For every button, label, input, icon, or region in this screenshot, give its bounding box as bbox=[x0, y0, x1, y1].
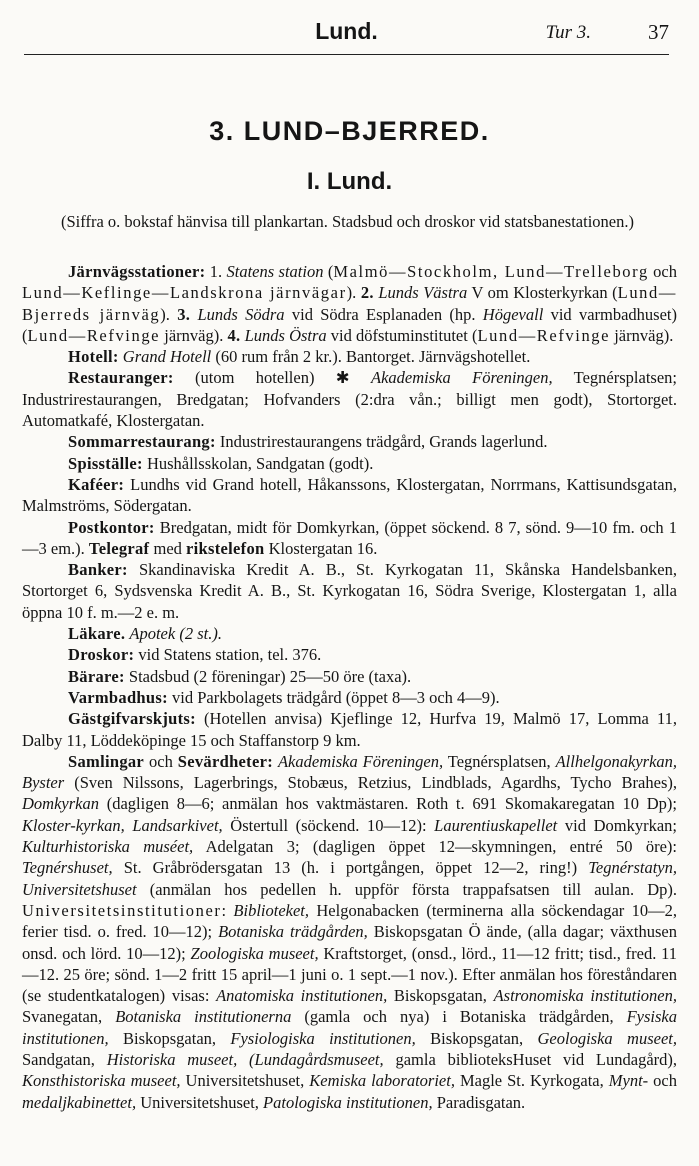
text: Helgonabacken (terminerna alla söckendagar 10—2, ferier tisd. o. fred. 10—12); bbox=[22, 900, 677, 942]
place-name: Fysiologiska institutionen, bbox=[230, 1028, 416, 1048]
label-porters: Bärare: bbox=[68, 666, 125, 686]
paragraph-coaching bbox=[22, 708, 677, 751]
label-coaching: Gästgifvarskjuts: bbox=[68, 709, 196, 729]
label-doctors: Läkare. bbox=[68, 624, 126, 644]
section-title: 3. LUND–BJERRED. bbox=[209, 116, 490, 146]
label-eating-place: Spisställe: bbox=[68, 453, 143, 473]
paragraph-banks bbox=[22, 559, 677, 623]
text: (anmälan hos pedellen h. uppför första trappafsatsen till aulan. Dp). bbox=[136, 879, 677, 899]
paragraph-hotels bbox=[22, 346, 677, 367]
place-name: Grand Hotell bbox=[122, 347, 212, 367]
text: vid Domkyrkan; bbox=[557, 815, 677, 835]
label-summer-restaurant: Sommarrestaurang: bbox=[68, 432, 216, 452]
paragraph-warm-bath bbox=[22, 687, 677, 708]
text: och bbox=[648, 262, 678, 281]
text: Hushållsskolan, Sandgatan (godt). bbox=[142, 453, 374, 473]
text: (utom hotellen) ✱ bbox=[173, 368, 372, 388]
paragraph-doctors bbox=[22, 623, 677, 644]
running-head bbox=[24, 14, 669, 55]
label-collections: Samlingar bbox=[68, 751, 145, 771]
place-name: Botaniska institutionerna bbox=[115, 1007, 292, 1027]
place-name: Kulturhistoriska muséet, bbox=[22, 837, 194, 857]
running-head-title: Lund. bbox=[315, 18, 378, 44]
text: Tegnérsplatsen, bbox=[443, 751, 556, 771]
text: Universitetshuset, bbox=[136, 1092, 264, 1112]
telegraph-label: Telegraf bbox=[88, 538, 150, 558]
running-head-tour: Tur 3. bbox=[545, 22, 591, 43]
item-number: 3. bbox=[177, 304, 191, 324]
place-name: Akademiska Föreningen, bbox=[371, 368, 553, 388]
text: gamla biblioteksHuset vid Lundagård), bbox=[383, 1049, 678, 1069]
item-number: 2. bbox=[360, 283, 374, 303]
text: Biskopsgatan, bbox=[108, 1028, 231, 1048]
text: vid döfstuminstitutet ( bbox=[326, 325, 478, 345]
place-name: medaljkabinettet, bbox=[22, 1092, 137, 1112]
text: Adelgatan 3; (dagligen öppet 12—skymningen, entré 50 öre): bbox=[193, 837, 677, 857]
place-name: Kloster-kyrkan, Landsarkivet, bbox=[22, 815, 223, 835]
text: vid Södra Esplanaden (hp. bbox=[284, 304, 483, 324]
place-name: Konsthistoriska museet, bbox=[22, 1071, 181, 1091]
paragraph-railway-stations bbox=[22, 261, 677, 346]
text: vid Statens station, tel. 376. bbox=[134, 645, 322, 665]
railway-line: Malmö—Stockholm, Lund—Trelleborg bbox=[333, 262, 649, 281]
text: Biskopsgatan Ö ände, (alla dagar; växthusen onsd. och lörd. 10—12); bbox=[22, 922, 677, 963]
railway-line: Lund—Refvinge bbox=[477, 325, 611, 345]
text: 1. bbox=[205, 262, 227, 281]
page-number: 37 bbox=[648, 20, 669, 44]
place-name: Tegnérstatyn, Universitetshuset bbox=[22, 858, 677, 899]
text: Östertull (söckend. 10—12): bbox=[222, 815, 435, 835]
text: och bbox=[648, 1071, 677, 1091]
text: Paradisgatan. bbox=[432, 1092, 526, 1112]
text: Skandinaviska Kredit A. B., St. Kyrkogatan 11, Skånska Handelsbanken, Stortorget 6, Sydsvenska Kredit A. B., St. Kyrkogatan 16, Södra Sverige, Klostergatan 1, alla öppna 10 f. m.—2 e. m. bbox=[22, 560, 677, 622]
text: vid Parkbolagets trädgård (öppet 8—3 och 4—9). bbox=[167, 687, 500, 707]
label-cafes: Kaféer: bbox=[68, 474, 125, 494]
label-restaurants: Restauranger: bbox=[68, 368, 174, 388]
label-hotels: Hotell: bbox=[68, 347, 119, 367]
text: Sandgatan, bbox=[22, 1049, 107, 1069]
label-post-office: Postkontor: bbox=[68, 517, 155, 537]
place-name: Astronomiska institutionen, bbox=[493, 986, 678, 1006]
text: (60 rum från 2 kr.). Bantorget. Järnvägshotellet. bbox=[211, 347, 531, 367]
text: Tegnérsplatsen; Industrirestaurangen, Bredgatan; Hofvanders (2:dra vån.; billigt men godt), Stortorget. Automatkafé, Klostergatan. bbox=[22, 368, 677, 431]
railway-line: Lund—Refvinge bbox=[27, 325, 161, 345]
intro-note: (Siffra o. bokstaf hänvisa till plankartan. Stadsbud och droskor vid statsbanestationen.) bbox=[61, 212, 634, 231]
place-name: Biblioteket, bbox=[233, 900, 310, 920]
text: järnväg). bbox=[160, 325, 228, 345]
label-cabs: Droskor: bbox=[68, 645, 135, 665]
place-name: Apotek (2 st.). bbox=[129, 624, 222, 644]
paragraph-porters bbox=[22, 666, 677, 687]
spaced-heading: Universitetsinstitutioner bbox=[22, 900, 222, 920]
place-name: Mynt- bbox=[608, 1071, 649, 1091]
place-name: Laurentiuskapellet bbox=[434, 815, 558, 835]
text: Bredgatan, midt för Domkyrkan, (öppet söckend. 8 7, sönd. 9—10 fm. och 1—3 em.). bbox=[22, 517, 677, 558]
place-name: Historiska museet, (Lundagårdsmuseet, bbox=[106, 1049, 384, 1069]
text: Svanegatan, bbox=[22, 1007, 116, 1027]
railway-line: Lund—Keflinge—Landskrona järnvägar bbox=[22, 283, 347, 303]
section-subtitle: I. Lund. bbox=[306, 168, 393, 195]
paragraph-cabs bbox=[22, 644, 677, 665]
label-sights: Sevärdheter: bbox=[177, 751, 274, 771]
text: (dagligen 8—6; anmälan hos vaktmästaren. Roth t. 691 Skomakaregatan 10 Dp); bbox=[98, 794, 677, 814]
text: Kraftstorget, (onsd., lörd., 11—12 fritt; tisd., fred. 11—12. 25 öre; sönd. 1—2 fritt 15 april—1 juni o. 1 sept.—1 nov.). Efter anmälan hos föreståndaren (se studentkatalogen) visas: bbox=[22, 943, 677, 1006]
text: vid varmbadhuset) ( bbox=[22, 304, 678, 345]
place-name: Lunds Östra bbox=[244, 325, 327, 345]
paragraph-post-office bbox=[22, 517, 677, 560]
place-name: Allhelgonakyrkan, Byster bbox=[22, 751, 678, 793]
label-railway-stations: Järnvägsstationer: bbox=[68, 262, 206, 281]
label-warm-bath: Varmbadhus: bbox=[68, 687, 168, 707]
place-name: Akademiska Föreningen, bbox=[277, 751, 444, 771]
railway-line: Lund—Bjerreds järnväg bbox=[22, 283, 677, 324]
paragraph-eating-place bbox=[22, 453, 677, 474]
text: Lundhs vid Grand hotell, Håkanssons, Klostergatan, Norrmans, Kattisundsgatan, Malmströms, Södergatan. bbox=[22, 474, 677, 516]
place-name: Lunds Södra bbox=[197, 304, 285, 324]
label-banks: Banker: bbox=[68, 560, 128, 580]
place-name: Zoologiska museet, bbox=[190, 943, 319, 963]
text: Biskopsgatan, bbox=[387, 986, 494, 1006]
place-name: Botaniska trädgården, bbox=[218, 922, 368, 942]
telephone-label: rikstelefon bbox=[186, 538, 265, 558]
text: med bbox=[149, 538, 187, 558]
paragraph-restaurants bbox=[22, 367, 677, 431]
text: Stadsbud (2 föreningar) 25—50 öre (taxa). bbox=[124, 666, 412, 686]
text: ). bbox=[346, 283, 361, 303]
place-name: Kemiska laboratoriet, bbox=[309, 1071, 455, 1091]
text: V om Klosterkyrkan ( bbox=[467, 283, 618, 303]
text: : bbox=[221, 900, 234, 920]
text: Industrirestaurangens trädgård, Grands lagerlund. bbox=[215, 432, 548, 452]
place-name: Högevall bbox=[482, 304, 544, 324]
text: järnväg). bbox=[610, 325, 674, 345]
text: Universitetshuset, bbox=[180, 1071, 310, 1091]
body-text bbox=[22, 261, 677, 1113]
item-number: 4. bbox=[227, 325, 241, 345]
text: ). bbox=[160, 304, 178, 324]
place-name: Anatomiska institutionen, bbox=[216, 986, 388, 1006]
place-name: Patologiska institutionen, bbox=[263, 1092, 433, 1112]
place-name: Tegnérshuset, bbox=[22, 858, 113, 878]
place-name: Fysiska institutionen, bbox=[22, 1007, 677, 1048]
paragraph-collections bbox=[22, 751, 677, 1113]
paragraph-cafes bbox=[22, 474, 677, 517]
text: och bbox=[144, 751, 178, 771]
text: St. Gråbrödersgatan 13 (h. i portgången, öppet 12—2, ring!) bbox=[112, 858, 589, 878]
place-name: Statens station bbox=[226, 262, 324, 281]
text: Magle St. Kyrkogata, bbox=[454, 1071, 609, 1091]
text: (Hotellen anvisa) Kjeflinge 12, Hurfva 19, Malmö 17, Lomma 11, Dalby 11, Löddeköpinge 15 och Staffanstorp 9 km. bbox=[22, 709, 677, 750]
text: (gamla och nya) i Botaniska trädgården, bbox=[291, 1007, 627, 1027]
paragraph-summer-restaurant bbox=[22, 431, 677, 452]
text: ( bbox=[323, 262, 334, 281]
text: (Sven Nilssons, Lagerbrings, Stobæus, Retzius, Lindblads, Agardhs, Tycho Brahes), bbox=[64, 773, 677, 793]
place-name: Lunds Västra bbox=[378, 283, 468, 303]
text: Klostergatan 16. bbox=[264, 538, 378, 558]
place-name: Geologiska museet, bbox=[537, 1028, 677, 1048]
text: Biskopsgatan, bbox=[415, 1028, 538, 1048]
place-name: Domkyrkan bbox=[22, 794, 99, 814]
